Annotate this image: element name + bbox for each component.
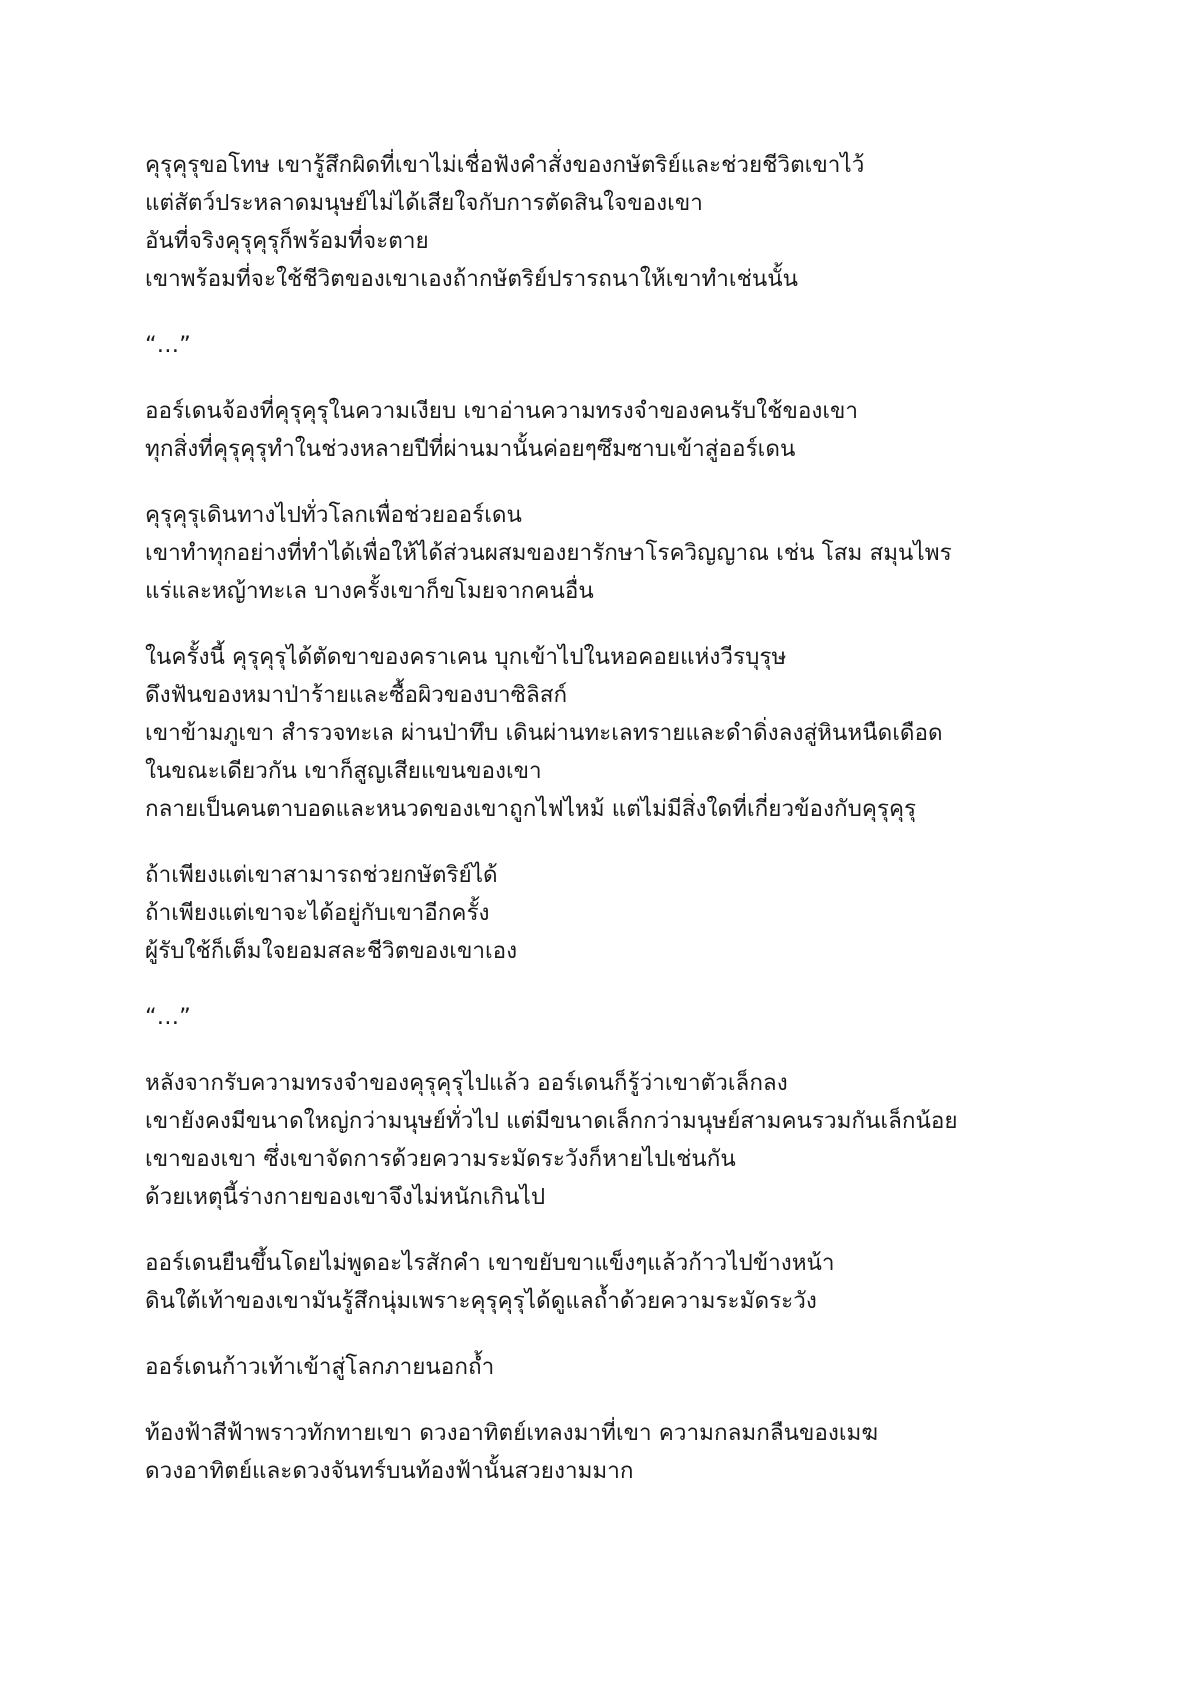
text-line: ดวงอาทิตย์และดวงจันทร์บนท้องฟ้านั้นสวยงามมาก [145,1458,634,1484]
text-line: หลังจากรับความทรงจำของคุรุคุรุไปแล้ว ออร์เดนก็รู้ว่าเขาตัวเล็กลง [145,1070,788,1096]
text-line: ดินใต้เท้าของเขามันรู้สึกนุ่มเพราะคุรุคุรุได้ดูแลถ้ำด้วยความระมัดระวัง [145,1288,817,1314]
text-line: ผู้รับใช้ก็เต็มใจยอมสละชีวิตของเขาเอง [145,938,518,964]
text-line: “…” [145,1004,191,1030]
paragraph-ellipsis [145,998,1145,1036]
text-line: ในขณะเดียวกัน เขาก็สูญเสียแขนของเขา [145,758,542,784]
text-line: ในครั้งนี้ คุรุคุรุได้ตัดขาของคราเคน บุกเข้าไปในหอคอยแห่งวีรบุรุษ [145,644,787,670]
text-line: ดึงฟันของหมาป่าร้ายและซื้อผิวของบาซิลิสก์ [145,682,568,708]
text-line: คุรุคุรุเดินทางไปทั่วโลกเพื่อช่วยออร์เดน [145,502,522,528]
paragraph [145,638,1145,828]
text-line: ด้วยเหตุนี้ร่างกายของเขาจึงไม่หนักเกินไป [145,1184,546,1210]
text-line: แร่และหญ้าทะเล บางครั้งเขาก็ขโมยจากคนอื่น [145,578,594,604]
paragraph [145,496,1145,610]
text-line: เขาของเขา ซึ่งเขาจัดการด้วยความระมัดระวังก็หายไปเช่นกัน [145,1146,736,1172]
paragraph-ellipsis [145,326,1145,364]
text-line: “…” [145,332,191,358]
paragraph [145,392,1145,468]
text-line: ทุกสิ่งที่คุรุคุรุทำในช่วงหลายปีที่ผ่านมานั้นค่อยๆซึมซาบเข้าสู่ออร์เดน [145,436,796,462]
text-line: ออร์เดนจ้องที่คุรุคุรุในความเงียบ เขาอ่านความทรงจำของคนรับใช้ของเขา [145,398,859,424]
text-line: ออร์เดนก้าวเท้าเข้าสู่โลกภายนอกถ้ำ [145,1354,495,1380]
text-line: แต่สัตว์ประหลาดมนุษย์ไม่ได้เสียใจกับการตัดสินใจของเขา [145,190,703,216]
text-line: คุรุคุรุขอโทษ เขารู้สึกผิดที่เขาไม่เชื่อฟังคำสั่งของกษัตริย์และช่วยชีวิตเขาไว้ [145,152,865,178]
text-line: ถ้าเพียงแต่เขาจะได้อยู่กับเขาอีกครั้ง [145,900,490,926]
text-line: ออร์เดนยืนขึ้นโดยไม่พูดอะไรสักคำ เขาขยับขาแข็งๆแล้วก้าวไปข้างหน้า [145,1250,835,1276]
paragraph [145,1414,1145,1490]
text-line: เขาทำทุกอย่างที่ทำได้เพื่อให้ได้ส่วนผสมของยารักษาโรควิญญาณ เช่น โสม สมุนไพร [145,540,952,566]
paragraph [145,146,1145,298]
text-line: อันที่จริงคุรุคุรุก็พร้อมที่จะตาย [145,228,429,254]
text-line: ถ้าเพียงแต่เขาสามารถช่วยกษัตริย์ได้ [145,862,498,888]
text-line: ท้องฟ้าสีฟ้าพราวทักทายเขา ดวงอาทิตย์เทลงมาที่เขา ความกลมกลืนของเมฆ [145,1420,879,1446]
paragraph [145,1064,1145,1216]
text-line: เขาพร้อมที่จะใช้ชีวิตของเขาเองถ้ากษัตริย์ปรารถนาให้เขาทำเช่นนั้น [145,266,799,292]
text-line: เขาข้ามภูเขา สำรวจทะเล ผ่านป่าทึบ เดินผ่านทะเลทรายและดำดิ่งลงสู่หินหนืดเดือด [145,720,943,746]
paragraph [145,1244,1145,1320]
document-body [145,146,1145,1518]
text-line: เขายังคงมีขนาดใหญ่กว่ามนุษย์ทั่วไป แต่มีขนาดเล็กกว่ามนุษย์สามคนรวมกันเล็กน้อย [145,1108,958,1134]
text-line: กลายเป็นคนตาบอดและหนวดของเขาถูกไฟไหม้ แต่ไม่มีสิ่งใดที่เกี่ยวข้องกับคุรุคุรุ [145,796,917,822]
paragraph [145,856,1145,970]
paragraph [145,1348,1145,1386]
